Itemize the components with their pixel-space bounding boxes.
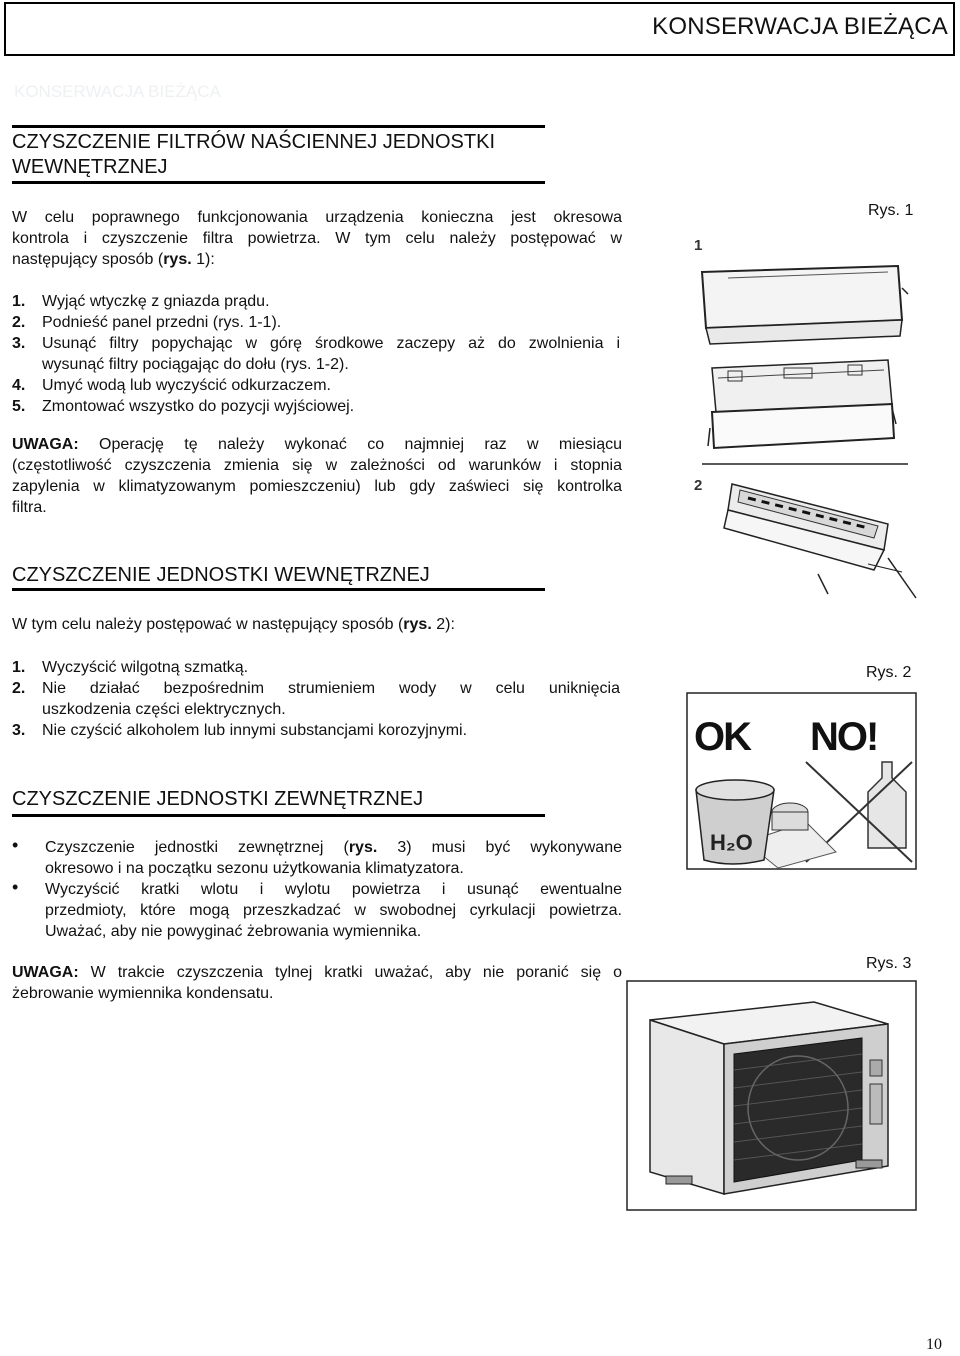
s1-step-3: 3. Usunąć filtry popychając w górę środkowe zaczepy aż do zwolnienia i	[12, 335, 620, 352]
ok-label: OK	[694, 715, 750, 759]
section-1-title-line-1: CZYSZCZENIE FILTRÓW NAŚCIENNEJ JEDNOSTKI	[12, 131, 495, 153]
bullet-icon: •	[12, 835, 19, 855]
s2-step-3: 3. Nie czyścić alkoholem lub innymi substancjami korozyjnymi.	[12, 722, 468, 739]
h2o-label: H₂O	[710, 830, 753, 855]
fig-1-marker-1: 1	[694, 237, 703, 254]
section-1-title-line-2: WEWNĘTRZNEJ	[12, 156, 168, 178]
s1-note-line-1: UWAGA: Operację tę należy wykonać co najmniej raz w miesiącu	[12, 436, 622, 453]
s3-note-line-1: UWAGA: W trakcie czyszczenia tylnej kratki uważać, aby nie poranić się o	[12, 964, 622, 981]
s1-step-4: 4. Umyć wodą lub wyczyścić odkurzaczem.	[12, 377, 331, 394]
section-3-rule	[12, 814, 545, 817]
s3-note-line-2: żebrowanie wymiennika kondensatu.	[12, 985, 274, 1002]
section-1-intro-line-1: W celu poprawnego funkcjonowania urządzenia konieczna jest okresowa	[12, 209, 622, 226]
s1-step-1: 1. Wyjąć wtyczkę z gniazda prądu.	[12, 293, 270, 310]
page-number: 10	[926, 1336, 942, 1353]
section-1-bottom-rule	[12, 181, 545, 184]
s1-step-2: 2. Podnieść panel przedni (rys. 1-1).	[12, 314, 282, 331]
fig-1-label: Rys. 1	[868, 202, 914, 219]
s3-bullet-1-line-2: okresowo i na początku sezonu użytkowania klimatyzatora.	[45, 860, 464, 877]
fig-1-marker-2: 2	[694, 477, 703, 494]
figure-3-outdoor-unit	[626, 980, 918, 1212]
figure-1-indoor-unit-filters	[688, 228, 920, 602]
s3-bullet-2-line-1: Wyczyścić kratki wlotu i wylotu powietrza i usunąć ewentualne	[45, 881, 622, 898]
section-1-top-rule	[12, 125, 545, 128]
s3-bullet-1-line-1: Czyszczenie jednostki zewnętrznej (rys. 3) musi być wykonywane	[45, 839, 622, 856]
s1-note-line-2: (częstotliwość czyszczenia zmienia się w zależności od warunków i stopnia	[12, 457, 622, 474]
s3-bullet-2-line-3: Uważać, aby nie powyginać żebrowania wymiennika.	[45, 923, 422, 940]
page-title: KONSERWACJA BIEŻĄCA	[652, 13, 948, 40]
section-2-rule	[12, 588, 545, 591]
section-3-title: CZYSZCZENIE JEDNOSTKI ZEWNĘTRZNEJ	[12, 788, 424, 810]
s1-step-3-cont: wysunąć filtry pociągając do dołu (rys. 1-2).	[42, 356, 349, 373]
section-2-intro: W tym celu należy postępować w następujący sposób (rys. 2):	[12, 616, 455, 633]
s2-step-2: 2. Nie działać bezpośrednim strumieniem wody w celu uniknięcia	[12, 680, 620, 697]
s1-note-line-4: filtra.	[12, 499, 47, 516]
s1-step-5: 5. Zmontować wszystko do pozycji wyjściowej.	[12, 398, 355, 415]
s2-step-1: 1. Wyczyścić wilgotną szmatką.	[12, 659, 249, 676]
figure-2-ok-no	[686, 692, 918, 876]
fig-3-label: Rys. 3	[866, 955, 912, 972]
s2-step-2-cont: uszkodzenia części elektrycznych.	[42, 701, 286, 718]
s1-note-line-3: zapylenia w klimatyzowanym pomieszczeniu) lub gdy zaświeci się kontrolka	[12, 478, 622, 495]
s3-bullet-2-line-2: przedmioty, które mogą przeszkadzać w swobodnej cyrkulacji powietrza.	[45, 902, 622, 919]
section-2-title: CZYSZCZENIE JEDNOSTKI WEWNĘTRZNEJ	[12, 564, 430, 586]
section-1-intro-line-3: następujący sposób (rys. 1):	[12, 251, 215, 268]
ghost-heading: KONSERWACJA BIEŻĄCA	[14, 82, 221, 101]
fig-2-label: Rys. 2	[866, 664, 912, 681]
no-label: NO!	[810, 715, 878, 759]
bullet-icon: •	[12, 877, 19, 897]
section-1-intro-line-2: kontrola i czyszczenie filtra powietrza. W tym celu należy postępować w	[12, 230, 622, 247]
